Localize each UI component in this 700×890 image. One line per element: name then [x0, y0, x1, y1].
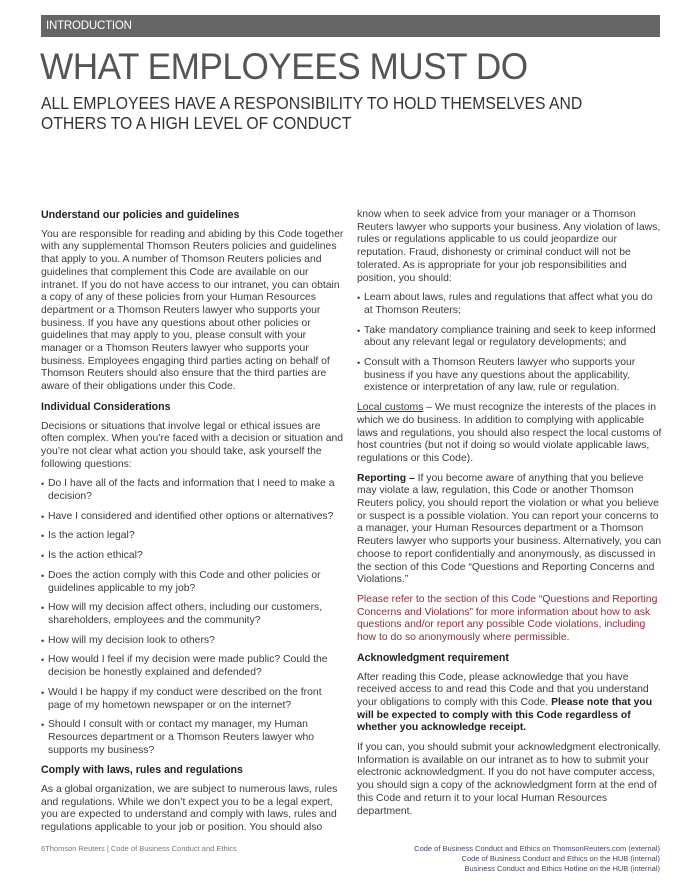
list-item: • Is the action legal?: [41, 530, 346, 543]
list-item: • How will my decision look to others?: [41, 635, 346, 648]
acknowledgment-body: After reading this Code, please acknowledge that you have received access to and read this Code and that you understand your obligations to comply with this Code.: [357, 671, 649, 708]
local-customs-body: – We must recognize the interests of the places in which we do business. In addition to complying with applicable laws and regulations, you should also respect the local customs of host countries (but not if doing so would violate applicable laws, regulations or this Code).: [357, 402, 662, 464]
link-code-external[interactable]: Code of Business Conduct and Ethics on ThomsonReuters.com (external): [414, 844, 660, 853]
list-item: • Would I be happy if my conduct were described on the front page of my hometown newspaper or on the internet?: [41, 687, 346, 712]
list-item: • Learn about laws, rules and regulations that affect what you do at Thomson Reuters;: [357, 292, 662, 317]
local-customs-paragraph: [357, 402, 662, 466]
questions-list: [41, 478, 346, 757]
list-item: • Consult with a Thomson Reuters lawyer who supports your business if you have any questions about the applicability, existence or interpretation of any law, rule or regulation.: [357, 357, 662, 395]
list-item: • Does the action comply with this Code and other policies or guidelines applicable to my job?: [41, 570, 346, 595]
list-item: • How will my decision affect others, including our customers, shareholders, employees and the community?: [41, 602, 346, 627]
comply-list: [357, 292, 662, 395]
section-bar: INTRODUCTION: [41, 15, 660, 37]
page-footer: 6Thomson Reuters | Code of Business Conduct and Ethics: [41, 844, 237, 853]
acknowledgment-heading: Acknowledgment requirement: [357, 651, 509, 664]
page-subtitle: ALL EMPLOYEES HAVE A RESPONSIBILITY TO HOLD THEMSELVES AND OTHERS TO A HIGH LEVEL OF CONDUCT: [41, 93, 583, 133]
list-item: • Should I consult with or contact my manager, my Human Resources department or a Thomson Reuters lawyer who supports my business?: [41, 719, 346, 757]
individual-heading: Individual Considerations: [41, 400, 171, 413]
reporting-paragraph: [357, 473, 662, 587]
acknowledgment-paragraph: [357, 672, 662, 736]
acknowledgment-body-2: If you can, you should submit your acknowledgment electronically. Information is available on our intranet as to how to submit your electronic acknowledgment. If you do not have computer access, you should sign a copy of the acknowledgment form at the end of this Code and return it to your local Human Resources department.: [357, 742, 661, 817]
list-item: • Do I have all of the facts and information that I need to make a decision?: [41, 478, 346, 503]
footer-links: [414, 844, 660, 874]
policies-body: You are responsible for reading and abiding by this Code together with any supplemental Thomson Reuters policies and guidelines that apply to you. A number of Thomson Reuters policies and guidelines that complement this Code are available on our intranet. If you do not have access to our intranet, you can obtain a copy of any of these policies from your Human Resources department or a Thomson Reuters lawyer who supports your business. If you have any questions about other policies or guidelines that may apply to you, please consult with your manager or a Thomson Reuters lawyer who supports your business. Employees engaging third parties acting on behalf of Thomson Reuters should also ensure that the third parties are aware of their obligations under this Code.: [41, 228, 344, 393]
reporting-label: Reporting –: [357, 472, 415, 484]
acknowledgment-note: Please note that you will be expected to comply with this Code regardless of whether you acknowledge receipt.: [357, 696, 653, 734]
left-column: [41, 209, 346, 842]
list-item: • Have I considered and identified other options or alternatives?: [41, 511, 346, 524]
policies-heading: Understand our policies and guidelines: [41, 209, 240, 221]
reporting-body: If you become aware of anything that you believe may violate a law, regulation, this Code or another Thomson Reuters policy, you should report the violation or what you believe or suspect is a possible violation. You can report your concerns to a manager, your Human Resources department or a Thomson Reuters lawyer who supports your business. Alternatively, you can choose to report confidentially and anonymously, as discussed in the section of this Code “Questions and Reporting Concerns and Violations.”: [357, 472, 662, 586]
comply-body: As a global organization, we are subject to numerous laws, rules and regulations. While we don’t expect you to be a legal expert, you are expected to understand and comply with laws, rules and regulations applicable to your job or position. You should also: [41, 784, 338, 834]
link-hotline-hub[interactable]: Business Conduct and Ethics Hotline on the HUB (internal): [464, 864, 660, 873]
refer-note: Please refer to the section of this Code “Questions and Reporting Concerns and Violations” for more information about how to ask questions and/or report any possible Code violations, including how to do so anonymously where permissible.: [357, 593, 658, 644]
right-column: [357, 209, 662, 825]
page-title: WHAT EMPLOYEES MUST DO: [40, 46, 528, 87]
list-item: • How would I feel if my decision were made public? Could the decision be honestly explained and defended?: [41, 654, 346, 679]
individual-body: Decisions or situations that involve legal or ethical issues are often complex. When you’re faced with a decision or situation and you’re not clear what action you should take, ask yourself the following questions:: [41, 420, 344, 470]
list-item: • Is the action ethical?: [41, 550, 346, 563]
link-code-hub[interactable]: Code of Business Conduct and Ethics on the HUB (internal): [461, 854, 660, 863]
comply-continued: know when to seek advice from your manager or a Thomson Reuters lawyer who supports your business. Any violation of laws, rules or regulations applicable to us could jeopardize our reputation. Fraud, dishonesty or criminal conduct will not be tolerated. As is appropriate for your job responsibilities and position, you should:: [357, 209, 661, 284]
comply-heading: Comply with laws, rules and regulations: [41, 764, 243, 777]
local-customs-label: Local customs: [357, 402, 424, 414]
list-item: • Take mandatory compliance training and seek to keep informed about any relevant legal or regulatory developments; and: [357, 325, 662, 350]
